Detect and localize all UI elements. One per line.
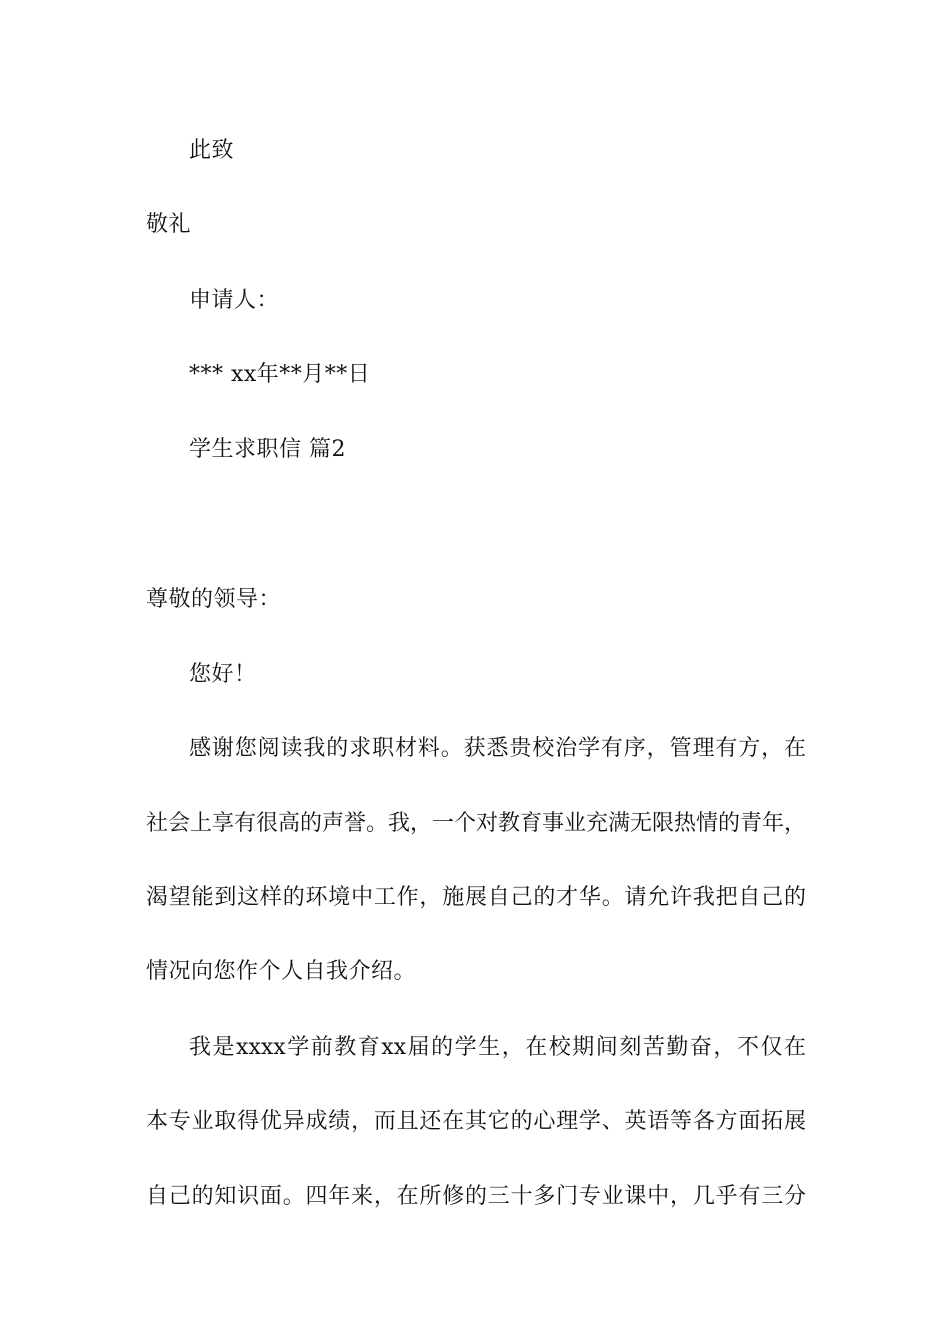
paragraph2-line3: 自己的知识面。四年来，在所修的三十多门专业课中，几乎有三分 xyxy=(146,1184,806,1209)
signature-date: *** xx年**月**日 xyxy=(189,362,371,387)
paragraph1-line1: 感谢您阅读我的求职材料。获悉贵校治学有序，管理有方，在 xyxy=(189,736,806,761)
paragraph1-line2: 社会上享有很高的声誉。我，一个对教育事业充满无限热情的青年， xyxy=(146,811,807,836)
closing-regards: 敬礼 xyxy=(146,212,192,237)
letter-greeting: 尊敬的领导： xyxy=(146,587,282,612)
paragraph1-line4: 情况向您作个人自我介绍。 xyxy=(146,959,417,984)
paragraph2-line2: 本专业取得优异成绩，而且还在其它的心理学、英语等各方面拓展 xyxy=(146,1109,806,1134)
paragraph2-line1: 我是xxxx学前教育xx届的学生，在校期间刻苦勤奋，不仅在 xyxy=(189,1035,806,1060)
paragraph1-line3: 渴望能到这样的环境中工作，施展自己的才华。请允许我把自己的 xyxy=(146,885,806,910)
letter-hello: 您好！ xyxy=(189,662,257,687)
closing-salutation: 此致 xyxy=(189,138,235,163)
section-title: 学生求职信 篇2 xyxy=(189,437,346,462)
applicant-label: 申请人： xyxy=(189,288,280,313)
